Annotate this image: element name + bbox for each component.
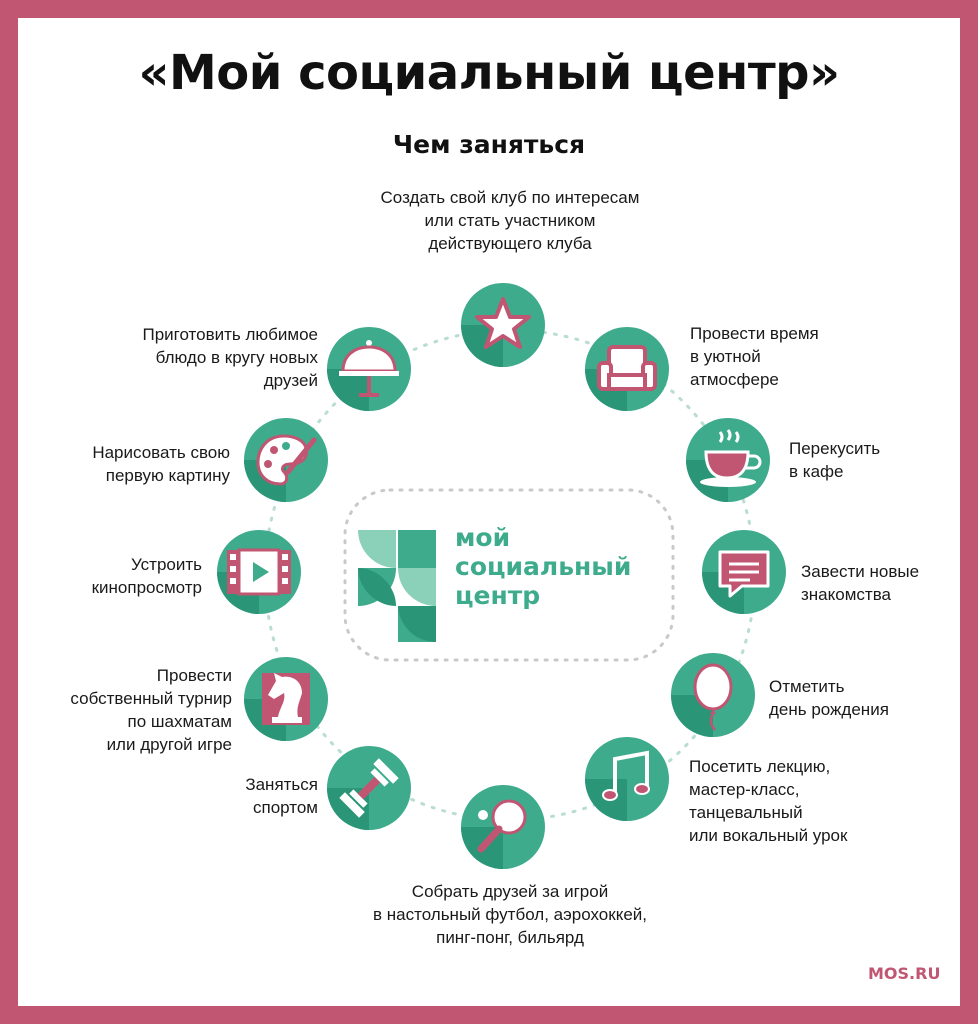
ping-pong-icon: [461, 785, 545, 869]
activity-label-chess: Провести собственный турнир по шахматам или другой игре: [70, 666, 232, 754]
activity-label-cozy: Провести время в уютной атмосфере: [690, 324, 819, 389]
activity-label-cafe: Перекусить в кафе: [789, 439, 881, 481]
logo-text: [455, 523, 631, 610]
dumbbell-icon: [327, 746, 411, 830]
chat-bubble-icon: [702, 530, 786, 614]
activity-label-sport: Заняться спортом: [245, 775, 318, 817]
footer-brand[interactable]: MOS.RU: [868, 964, 941, 983]
tea-cup-icon: [686, 418, 770, 502]
activity-label-painting: Нарисовать свою первую картину: [92, 443, 230, 485]
star-icon: [461, 283, 545, 367]
activity-label-games: Собрать друзей за игрой в настольный футбол, аэрохоккей, пинг-понг, бильярд: [373, 882, 647, 947]
activity-label-lecture: Посетить лекцию, мастер-класс, танцевальный или вокальный урок: [689, 757, 848, 845]
page-title: «Мой социальный центр»: [138, 45, 840, 101]
armchair-icon: [585, 327, 669, 411]
logo-line-3: центр: [455, 581, 541, 610]
chess-knight-icon: [244, 657, 328, 741]
film-icon: [217, 530, 301, 614]
balloon-icon: [671, 653, 755, 737]
page-subtitle: Чем заняться: [392, 130, 586, 159]
logo-line-2: социальный: [455, 552, 632, 581]
cloche-icon: [327, 327, 411, 411]
activity-label-meet: Завести новые знакомства: [801, 562, 920, 604]
logo-mark-icon: [358, 530, 436, 642]
music-note-icon: [585, 737, 669, 821]
activity-label-club: Создать свой клуб по интересам или стать участником действующего клуба: [380, 188, 640, 253]
activity-label-birthday: Отметить день рождения: [769, 677, 889, 719]
logo-line-1: мой: [455, 523, 511, 552]
activity-label-movie: Устроить кинопросмотр: [91, 555, 202, 597]
activity-label-cooking: Приготовить любимое блюдо в кругу новых друзей: [142, 325, 318, 390]
palette-icon: [244, 418, 328, 502]
